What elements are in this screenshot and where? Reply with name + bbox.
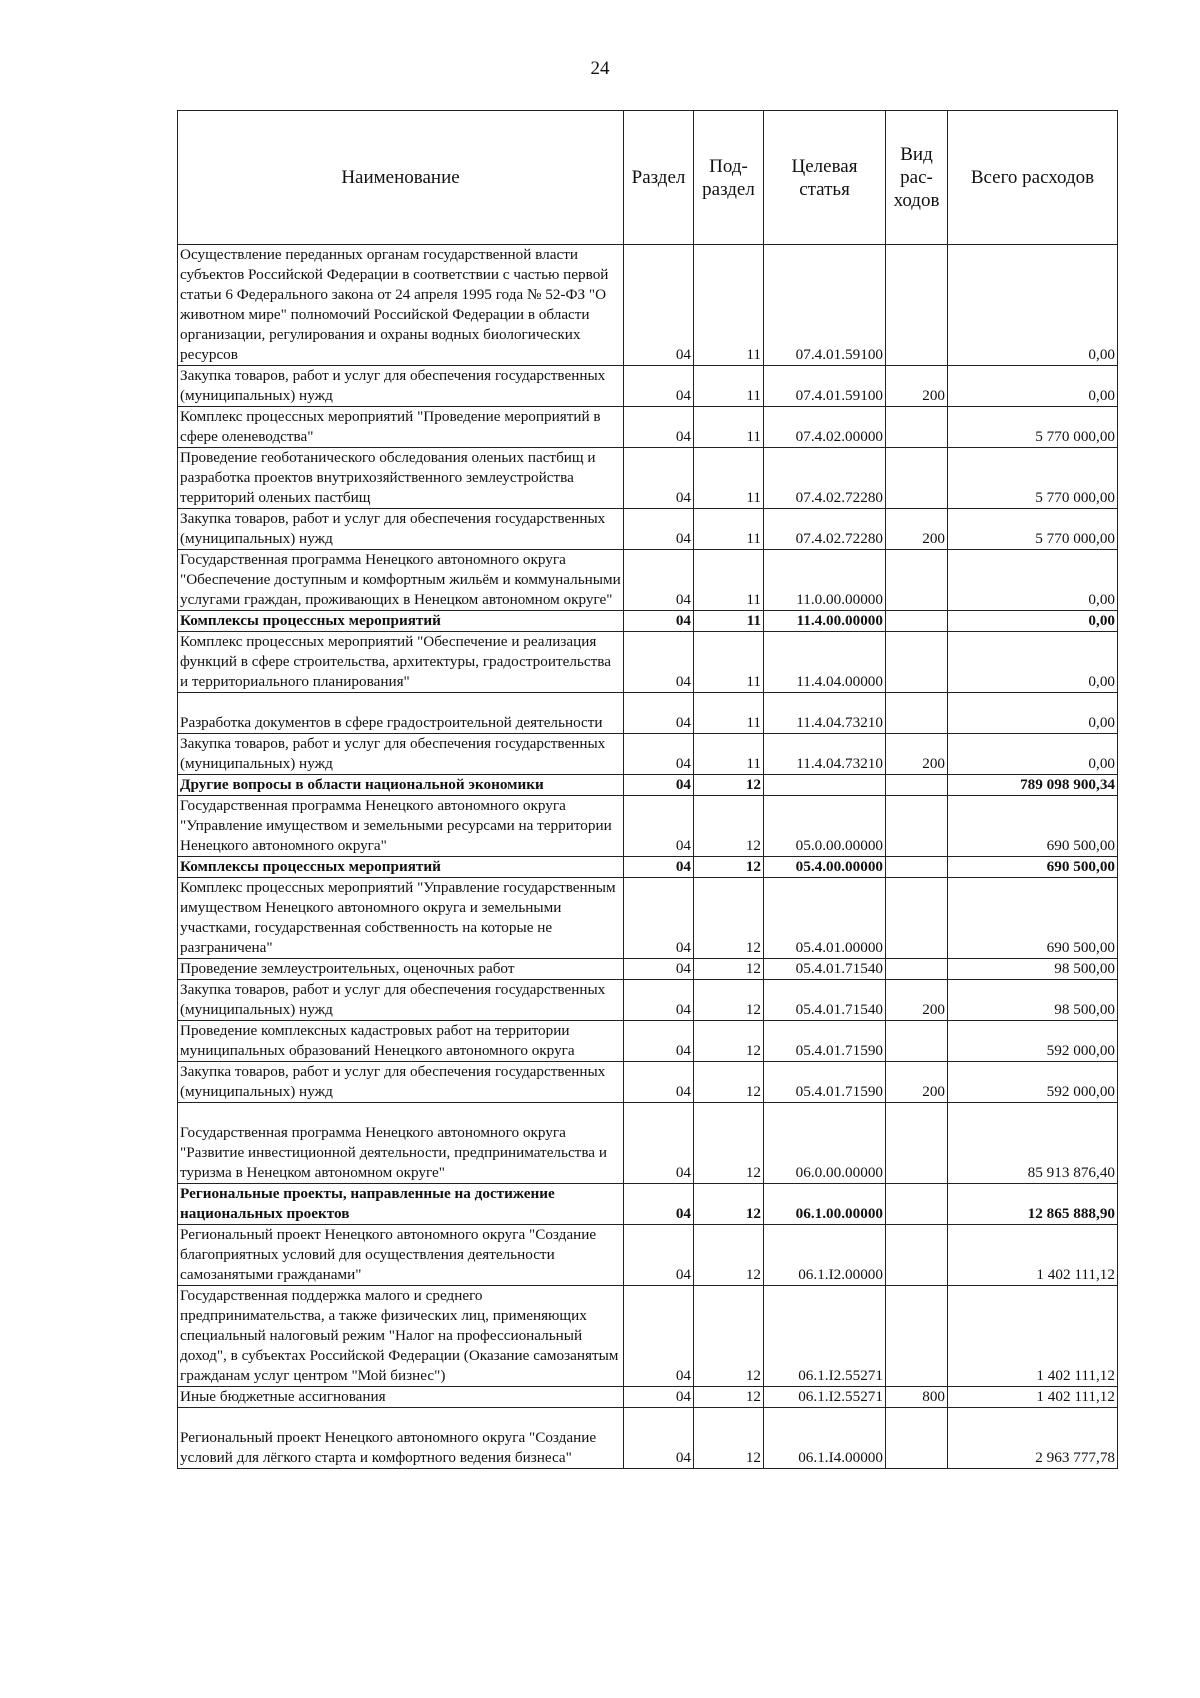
cell-total: 0,00 [948,611,1118,632]
header-target-article: Целевая статья [764,111,886,245]
cell-name: Проведение геоботанического обследования оленьих пастбищ и разработка проектов внутрихозяйственного землеустройства территорий оленьих пастбищ [178,448,624,509]
cell-subsection: 12 [694,775,764,796]
header-subsection: Под- раздел [694,111,764,245]
table-header-row [178,111,1118,245]
cell-total: 5 770 000,00 [948,509,1118,550]
cell-total: 0,00 [948,632,1118,693]
cell-total: 1 402 111,12 [948,1286,1118,1387]
cell-name: Региональный проект Ненецкого автономного округа "Создание условий для лёгкого старта и комфортного ведения бизнеса" [178,1408,624,1469]
cell-total: 5 770 000,00 [948,448,1118,509]
cell-target-article: 07.4.02.72280 [764,448,886,509]
cell-target-article: 07.4.01.59100 [764,245,886,366]
table-row [178,1225,1118,1286]
cell-target-article: 06.1.I4.00000 [764,1408,886,1469]
cell-target-article: 06.1.I2.55271 [764,1387,886,1408]
table-row [178,775,1118,796]
cell-subsection: 12 [694,1062,764,1103]
cell-expense-type: 200 [886,1062,948,1103]
cell-section: 04 [624,407,694,448]
cell-target-article: 05.4.01.71590 [764,1062,886,1103]
cell-subsection: 12 [694,1408,764,1469]
table-row [178,366,1118,407]
cell-total: 0,00 [948,693,1118,734]
cell-section: 04 [624,611,694,632]
table-row [178,407,1118,448]
table-row [178,980,1118,1021]
cell-target-article: 05.0.00.00000 [764,796,886,857]
table-row [178,1062,1118,1103]
table-row [178,1286,1118,1387]
cell-expense-type [886,1408,948,1469]
table-row [178,550,1118,611]
cell-target-article: 05.4.01.00000 [764,878,886,959]
cell-section: 04 [624,775,694,796]
cell-total: 98 500,00 [948,959,1118,980]
cell-total: 592 000,00 [948,1021,1118,1062]
cell-target-article: 06.1.I2.55271 [764,1286,886,1387]
cell-section: 04 [624,980,694,1021]
cell-subsection: 11 [694,693,764,734]
table-row [178,959,1118,980]
cell-section: 04 [624,1408,694,1469]
table-row [178,878,1118,959]
header-total: Всего расходов [948,111,1118,245]
cell-section: 04 [624,1184,694,1225]
cell-section: 04 [624,245,694,366]
cell-target-article: 05.4.01.71540 [764,959,886,980]
cell-subsection: 11 [694,611,764,632]
cell-total: 0,00 [948,366,1118,407]
table-row [178,1184,1118,1225]
table-row [178,693,1118,734]
cell-section: 04 [624,734,694,775]
table-row [178,509,1118,550]
cell-expense-type [886,448,948,509]
cell-section: 04 [624,1103,694,1184]
cell-target-article: 11.4.00.00000 [764,611,886,632]
cell-target-article [764,775,886,796]
cell-target-article: 11.4.04.73210 [764,734,886,775]
cell-expense-type [886,1225,948,1286]
cell-section: 04 [624,1286,694,1387]
cell-section: 04 [624,693,694,734]
cell-expense-type [886,775,948,796]
table-row [178,1103,1118,1184]
cell-total: 98 500,00 [948,980,1118,1021]
cell-section: 04 [624,632,694,693]
cell-section: 04 [624,509,694,550]
cell-section: 04 [624,878,694,959]
table-row [178,1408,1118,1469]
page-number: 24 [590,58,610,79]
cell-target-article: 11.4.04.73210 [764,693,886,734]
cell-total: 0,00 [948,550,1118,611]
cell-section: 04 [624,1387,694,1408]
cell-target-article: 07.4.01.59100 [764,366,886,407]
cell-section: 04 [624,796,694,857]
cell-name: Иные бюджетные ассигнования [178,1387,624,1408]
cell-name: Закупка товаров, работ и услуг для обеспечения государственных (муниципальных) нужд [178,980,624,1021]
cell-target-article: 06.0.00.00000 [764,1103,886,1184]
cell-total: 12 865 888,90 [948,1184,1118,1225]
cell-expense-type [886,959,948,980]
cell-expense-type: 200 [886,509,948,550]
cell-expense-type [886,1021,948,1062]
cell-subsection: 12 [694,857,764,878]
table-row [178,448,1118,509]
cell-target-article: 07.4.02.72280 [764,509,886,550]
cell-subsection: 12 [694,878,764,959]
cell-name: Разработка документов в сфере градостроительной деятельности [178,693,624,734]
cell-expense-type [886,1286,948,1387]
cell-subsection: 12 [694,980,764,1021]
cell-total: 85 913 876,40 [948,1103,1118,1184]
cell-name: Государственная поддержка малого и среднего предпринимательства, а также физических лиц, применяющих специальный налоговый режим "Налог на профессиональный доход", в субъектах Российской Федерации (Оказание самозанятым гражданам услуг центром "Мой бизнес") [178,1286,624,1387]
header-name: Наименование [178,111,624,245]
cell-subsection: 12 [694,1021,764,1062]
table-row [178,1387,1118,1408]
cell-total: 2 963 777,78 [948,1408,1118,1469]
cell-target-article: 07.4.02.00000 [764,407,886,448]
cell-expense-type [886,632,948,693]
cell-subsection: 12 [694,1103,764,1184]
cell-name: Государственная программа Ненецкого автономного округа "Управление имуществом и земельными ресурсами на территории Ненецкого автономного округа" [178,796,624,857]
cell-subsection: 11 [694,366,764,407]
cell-subsection: 11 [694,632,764,693]
table-row [178,857,1118,878]
table-row [178,1021,1118,1062]
cell-subsection: 11 [694,550,764,611]
cell-total: 789 098 900,34 [948,775,1118,796]
cell-section: 04 [624,550,694,611]
cell-expense-type: 800 [886,1387,948,1408]
cell-subsection: 11 [694,734,764,775]
header-section: Раздел [624,111,694,245]
cell-name: Закупка товаров, работ и услуг для обеспечения государственных (муниципальных) нужд [178,734,624,775]
cell-expense-type [886,611,948,632]
cell-target-article: 05.4.01.71590 [764,1021,886,1062]
cell-total: 1 402 111,12 [948,1225,1118,1286]
cell-name: Комплекс процессных мероприятий "Обеспечение и реализация функций в сфере строительства, архитектуры, градостроительства и территориального планирования" [178,632,624,693]
cell-total: 592 000,00 [948,1062,1118,1103]
cell-expense-type: 200 [886,980,948,1021]
cell-total: 690 500,00 [948,796,1118,857]
cell-name: Комплексы процессных мероприятий [178,611,624,632]
cell-subsection: 11 [694,448,764,509]
cell-section: 04 [624,959,694,980]
cell-name: Проведение комплексных кадастровых работ на территории муниципальных образований Ненецкого автономного округа [178,1021,624,1062]
cell-name: Закупка товаров, работ и услуг для обеспечения государственных (муниципальных) нужд [178,366,624,407]
cell-section: 04 [624,366,694,407]
cell-expense-type [886,245,948,366]
cell-total: 690 500,00 [948,857,1118,878]
header-expense-type: Вид рас- ходов [886,111,948,245]
cell-subsection: 11 [694,245,764,366]
table-row [178,611,1118,632]
cell-total: 0,00 [948,245,1118,366]
cell-total: 5 770 000,00 [948,407,1118,448]
expenditure-table [177,110,1118,1469]
cell-expense-type: 200 [886,734,948,775]
cell-name: Другие вопросы в области национальной экономики [178,775,624,796]
cell-total: 0,00 [948,734,1118,775]
cell-expense-type [886,878,948,959]
cell-name: Осуществление переданных органам государственной власти субъектов Российской Федерации в соответствии с частью первой статьи 6 Федерального закона от 24 апреля 1995 года № 52-ФЗ "О животном мире" полномочий Российской Федерации в области организации, регулирования и охраны водных биологических ресурсов [178,245,624,366]
table-row [178,734,1118,775]
cell-target-article: 05.4.00.00000 [764,857,886,878]
cell-expense-type [886,1103,948,1184]
cell-section: 04 [624,448,694,509]
cell-subsection: 12 [694,1286,764,1387]
cell-expense-type [886,693,948,734]
cell-subsection: 12 [694,1387,764,1408]
cell-name: Региональный проект Ненецкого автономного округа "Создание благоприятных условий для осуществления деятельности самозанятыми гражданами" [178,1225,624,1286]
table-row [178,796,1118,857]
cell-target-article: 11.4.04.00000 [764,632,886,693]
cell-subsection: 12 [694,959,764,980]
cell-name: Комплекс процессных мероприятий "Управление государственным имуществом Ненецкого автономного округа и земельными участками, государственная собственность на которые не разграничена" [178,878,624,959]
cell-name: Проведение землеустроительных, оценочных работ [178,959,624,980]
cell-subsection: 12 [694,1225,764,1286]
cell-name: Комплексы процессных мероприятий [178,857,624,878]
cell-expense-type [886,1184,948,1225]
cell-total: 1 402 111,12 [948,1387,1118,1408]
cell-expense-type [886,550,948,611]
cell-expense-type [886,796,948,857]
cell-name: Закупка товаров, работ и услуг для обеспечения государственных (муниципальных) нужд [178,1062,624,1103]
cell-target-article: 06.1.I2.00000 [764,1225,886,1286]
cell-subsection: 11 [694,407,764,448]
cell-section: 04 [624,1062,694,1103]
table-row [178,245,1118,366]
cell-name: Государственная программа Ненецкого автономного округа "Развитие инвестиционной деятельности, предпринимательства и туризма в Ненецком автономном округе" [178,1103,624,1184]
cell-section: 04 [624,1225,694,1286]
table-row [178,632,1118,693]
cell-subsection: 11 [694,509,764,550]
cell-name: Региональные проекты, направленные на достижение национальных проектов [178,1184,624,1225]
cell-target-article: 11.0.00.00000 [764,550,886,611]
cell-expense-type: 200 [886,366,948,407]
cell-expense-type [886,407,948,448]
cell-name: Государственная программа Ненецкого автономного округа "Обеспечение доступным и комфортным жильём и коммунальными услугами граждан, проживающих в Ненецком автономном округе" [178,550,624,611]
cell-subsection: 12 [694,1184,764,1225]
cell-total: 690 500,00 [948,878,1118,959]
cell-expense-type [886,857,948,878]
cell-target-article: 06.1.00.00000 [764,1184,886,1225]
cell-name: Комплекс процессных мероприятий "Проведение мероприятий в сфере оленеводства" [178,407,624,448]
cell-subsection: 12 [694,796,764,857]
cell-target-article: 05.4.01.71540 [764,980,886,1021]
cell-section: 04 [624,1021,694,1062]
cell-section: 04 [624,857,694,878]
cell-name: Закупка товаров, работ и услуг для обеспечения государственных (муниципальных) нужд [178,509,624,550]
